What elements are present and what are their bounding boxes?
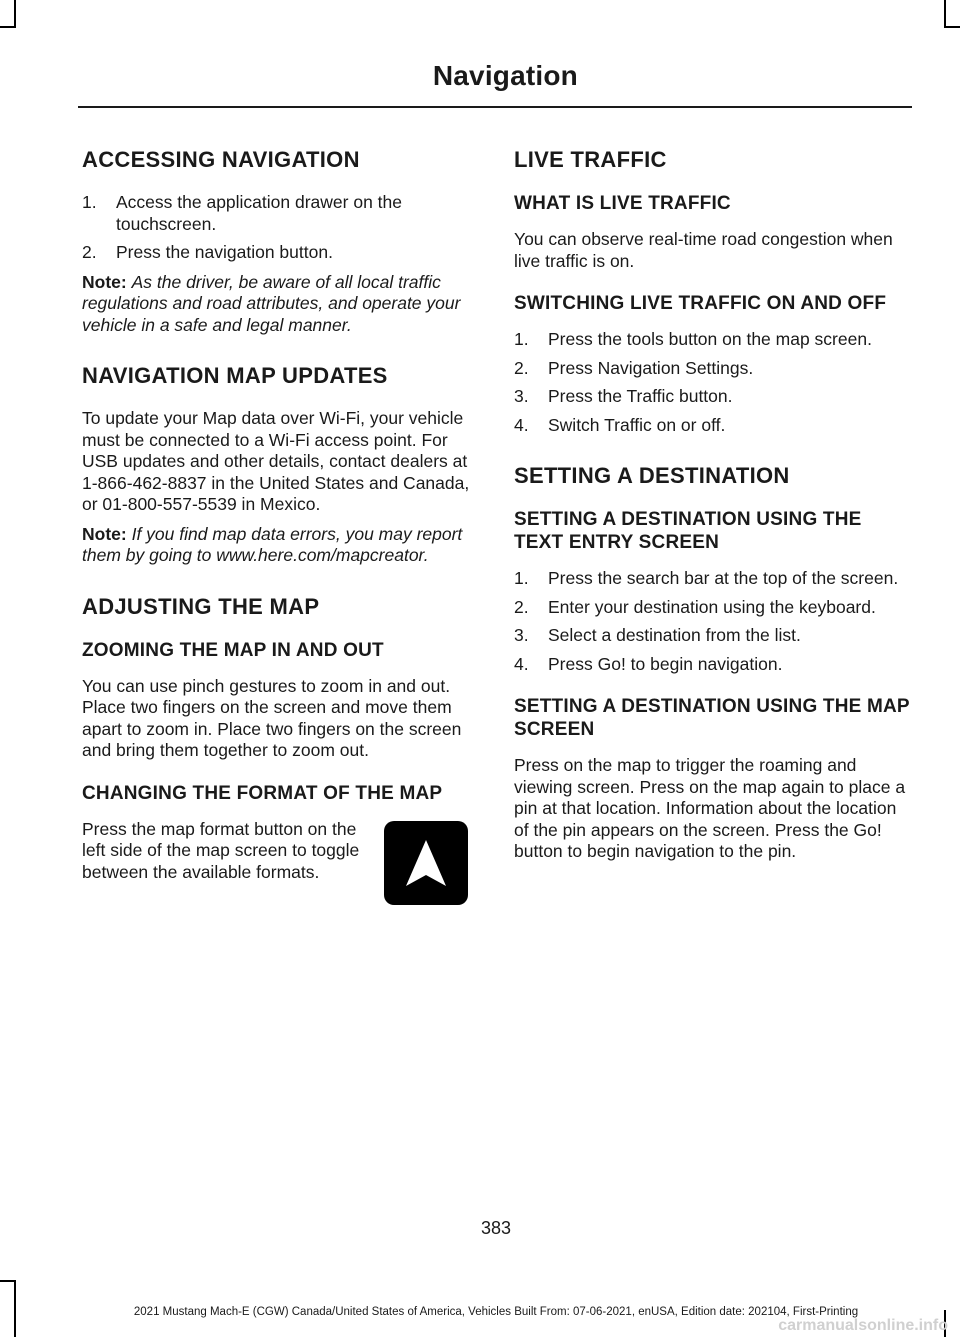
page-title: Navigation xyxy=(432,60,578,91)
list-item xyxy=(514,568,910,590)
navigation-arrow-icon xyxy=(384,821,468,905)
step-text: Press Go! to begin navigation. xyxy=(548,653,783,674)
list-item xyxy=(514,415,910,437)
note-text: If you find map data errors, you may report them by going to www.here.com/mapcreator. xyxy=(82,523,463,565)
step-number: 1. xyxy=(82,192,97,212)
crop-mark xyxy=(14,0,16,28)
format-body: Press the map format button on the left side of the map screen to toggle between the available formats. xyxy=(82,818,360,882)
subheading-text-entry: SETTING A DESTINATION USING THE TEXT ENTRY SCREEN xyxy=(514,509,862,553)
note-text: As the driver, be aware of all local traffic regulations and road attributes, and operate your vehicle in a safe and legal manner. xyxy=(82,271,461,335)
step-text: Press the search bar at the top of the screen. xyxy=(548,568,899,588)
subheading-what-is-live-traffic: WHAT IS LIVE TRAFFIC xyxy=(514,193,731,214)
switching-steps xyxy=(514,329,910,436)
step-number: 2. xyxy=(514,596,529,617)
section-heading-live-traffic: LIVE TRAFFIC xyxy=(514,147,667,172)
subheading-map-screen: SETTING A DESTINATION USING THE MAP SCREEN xyxy=(514,696,910,740)
crop-mark xyxy=(0,1280,16,1282)
footer-edition-info: 2021 Mustang Mach-E (CGW) Canada/United States of America, Vehicles Built From: 07-06-2021, enUSA, Edition date: 202104, First-Printing xyxy=(133,1306,859,1318)
note-label: Note: xyxy=(82,523,127,544)
list-item xyxy=(514,597,910,619)
section-heading-destination: SETTING A DESTINATION xyxy=(514,463,790,488)
step-text: Press the tools button on the map screen. xyxy=(548,329,872,349)
section-heading-updates: NAVIGATION MAP UPDATES xyxy=(82,363,388,388)
right-column xyxy=(514,146,910,871)
step-number: 1. xyxy=(514,568,529,588)
step-number: 2. xyxy=(82,242,97,262)
navigation-arrow-icon xyxy=(404,838,448,888)
page-number: 383 xyxy=(480,1218,512,1238)
map-screen-body: Press on the map to trigger the roaming and viewing screen. Press on the map again to place a pin at that location. Information about the location of the pin appears on the screen. Press the Go! button to begin navigation to the pin. xyxy=(514,755,906,861)
step-text: Switch Traffic on or off. xyxy=(548,414,726,435)
format-block xyxy=(82,819,478,909)
step-text: Press the Traffic button. xyxy=(548,386,733,406)
subheading-switching: SWITCHING LIVE TRAFFIC ON AND OFF xyxy=(514,293,887,314)
note xyxy=(82,524,478,567)
list-item xyxy=(82,242,478,264)
list-item xyxy=(514,625,910,647)
header-divider xyxy=(78,106,912,108)
destination-steps xyxy=(514,568,910,675)
step-number: 3. xyxy=(514,386,529,406)
live-traffic-body: You can observe real-time road congestion when live traffic is on. xyxy=(514,229,893,271)
step-text: Enter your destination using the keyboard. xyxy=(548,596,876,617)
step-text: Access the application drawer on the touchscreen. xyxy=(116,192,402,234)
section-heading-adjusting: ADJUSTING THE MAP xyxy=(82,593,320,619)
step-text: Press Navigation Settings. xyxy=(548,357,754,378)
note-label: Note: xyxy=(82,271,127,292)
crop-mark xyxy=(944,0,946,28)
list-item xyxy=(82,192,478,235)
step-number: 2. xyxy=(514,357,529,378)
subheading-zooming: ZOOMING THE MAP IN AND OUT xyxy=(82,639,384,661)
step-number: 4. xyxy=(514,414,529,435)
crop-mark xyxy=(944,26,960,28)
zoom-body: You can use pinch gestures to zoom in and out. Place two fingers on the screen and move them apart to zoom in. Place two fingers on the screen and bring them together to zoom out. xyxy=(82,675,462,760)
updates-body: To update your Map data over Wi-Fi, your vehicle must be connected to a Wi-Fi access point. For USB updates and other details, contact dealers at 1-866-462-8837 in the United States and Canada, or 01-800-557-5539 in Mexico. xyxy=(82,408,470,514)
list-item xyxy=(514,329,910,351)
crop-mark xyxy=(0,26,16,28)
subheading-format: CHANGING THE FORMAT OF THE MAP xyxy=(82,782,443,804)
left-column xyxy=(82,146,478,909)
note xyxy=(82,272,478,337)
step-text: Press the navigation button. xyxy=(116,242,333,262)
watermark: carmanualsonline.info xyxy=(778,1317,948,1334)
list-item xyxy=(514,386,910,408)
accessing-steps xyxy=(82,192,478,264)
step-text: Select a destination from the list. xyxy=(548,625,801,645)
step-number: 3. xyxy=(514,625,529,645)
step-number: 1. xyxy=(514,329,529,349)
step-number: 4. xyxy=(514,653,529,674)
section-heading-accessing: ACCESSING NAVIGATION xyxy=(82,147,360,172)
list-item xyxy=(514,654,910,676)
list-item xyxy=(514,358,910,380)
